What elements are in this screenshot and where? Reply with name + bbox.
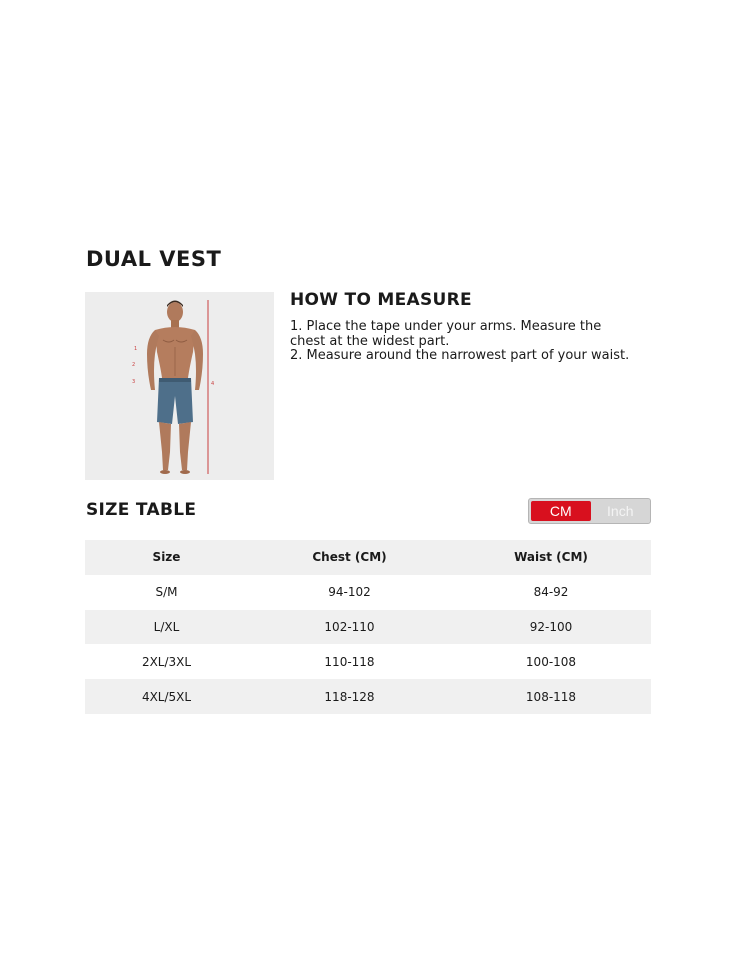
model-right-arm bbox=[191, 330, 203, 390]
size-table bbox=[85, 540, 651, 714]
cell-chest: 102-110 bbox=[248, 610, 451, 645]
marker-1: 1 bbox=[134, 346, 138, 352]
cell-size: S/M bbox=[85, 575, 248, 610]
table-header-row bbox=[85, 540, 651, 575]
cell-chest: 94-102 bbox=[248, 575, 451, 610]
measurement-figure bbox=[85, 292, 274, 480]
model-left-arm bbox=[147, 330, 159, 390]
cell-waist: 84-92 bbox=[451, 575, 651, 610]
table-row bbox=[85, 610, 651, 645]
product-title: DUAL VEST bbox=[86, 247, 222, 271]
cell-waist: 100-108 bbox=[451, 644, 651, 679]
model-left-leg bbox=[159, 422, 171, 470]
unit-cm-button[interactable]: CM bbox=[531, 501, 591, 521]
marker-2: 2 bbox=[132, 362, 136, 368]
header-chest: Chest (CM) bbox=[248, 540, 451, 575]
model-right-leg bbox=[179, 422, 191, 470]
model-shorts bbox=[157, 378, 193, 424]
table-row bbox=[85, 575, 651, 610]
measure-step-1: 1. Place the tape under your arms. Measure the chest at the widest part. bbox=[290, 319, 602, 349]
how-to-measure-steps bbox=[290, 320, 635, 364]
size-table-title: SIZE TABLE bbox=[86, 500, 197, 520]
cell-size: 2XL/3XL bbox=[85, 644, 248, 679]
cell-size: L/XL bbox=[85, 610, 248, 645]
cell-waist: 92-100 bbox=[451, 610, 651, 645]
cell-chest: 110-118 bbox=[248, 644, 451, 679]
measure-step-2: 2. Measure around the narrowest part of your waist. bbox=[290, 348, 630, 363]
model-illustration bbox=[85, 292, 274, 480]
unit-inch-button[interactable]: Inch bbox=[607, 503, 634, 519]
table-row bbox=[85, 679, 651, 714]
header-size: Size bbox=[85, 540, 248, 575]
cell-chest: 118-128 bbox=[248, 679, 451, 714]
cell-size: 4XL/5XL bbox=[85, 679, 248, 714]
cell-waist: 108-118 bbox=[451, 679, 651, 714]
header-waist: Waist (CM) bbox=[451, 540, 651, 575]
table-row bbox=[85, 644, 651, 679]
how-to-measure-title: HOW TO MEASURE bbox=[290, 290, 472, 310]
marker-4: 4 bbox=[211, 381, 215, 387]
unit-toggle[interactable] bbox=[528, 498, 651, 524]
marker-3: 3 bbox=[132, 379, 136, 385]
model-head bbox=[167, 302, 183, 322]
